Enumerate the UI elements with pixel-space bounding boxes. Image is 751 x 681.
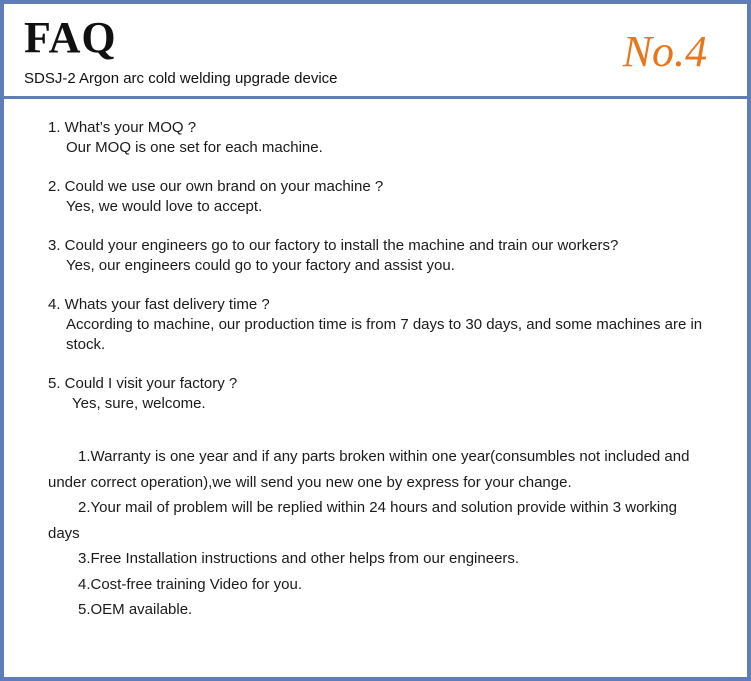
warranty-list [48, 444, 698, 623]
faq-answer: Yes, we would love to accept. [66, 198, 263, 215]
faq-question: 3. Could your engineers go to our factory to install the machine and train our workers? [48, 237, 619, 254]
warranty-item: 4.Cost-free training Video for you. [78, 575, 303, 593]
page-title: FAQ [24, 13, 117, 62]
warranty-item: 3.Free Installation instructions and other helps from our engineers. [78, 550, 520, 567]
warranty-item: 2.Your mail of problem will be replied within 24 hours and solution provide within 3 working days [48, 499, 677, 542]
faq-item [48, 177, 718, 217]
faq-question: 4. Whats your fast delivery time ? [48, 296, 270, 313]
warranty-item: 5.OEM available. [78, 601, 193, 618]
faq-answer: Yes, sure, welcome. [72, 395, 206, 412]
faq-answer: Yes, our engineers could go to your factory and assist you. [66, 257, 455, 274]
faq-question: 5. Could I visit your factory ? [48, 375, 238, 392]
faq-item [48, 118, 718, 158]
faq-item [48, 295, 718, 355]
faq-item [48, 236, 718, 276]
faq-answer: According to machine, our production time is from 7 days to 30 days, and some machines are in stock. [66, 316, 703, 353]
faq-list [48, 118, 718, 433]
warranty-item: 1.Warranty is one year and if any parts broken within one year(consumbles not included and under correct operation),we will send you new one by express for your change. [48, 448, 690, 491]
page-subtitle: SDSJ-2 Argon arc cold welding upgrade device [24, 70, 338, 87]
faq-answer: Our MOQ is one set for each machine. [66, 139, 323, 156]
faq-question: 1. What’s your MOQ ? [48, 119, 197, 136]
faq-item [48, 374, 718, 414]
header [4, 4, 747, 99]
faq-question: 2. Could we use our own brand on your machine ? [48, 178, 384, 195]
number-badge: No.4 [622, 27, 707, 76]
